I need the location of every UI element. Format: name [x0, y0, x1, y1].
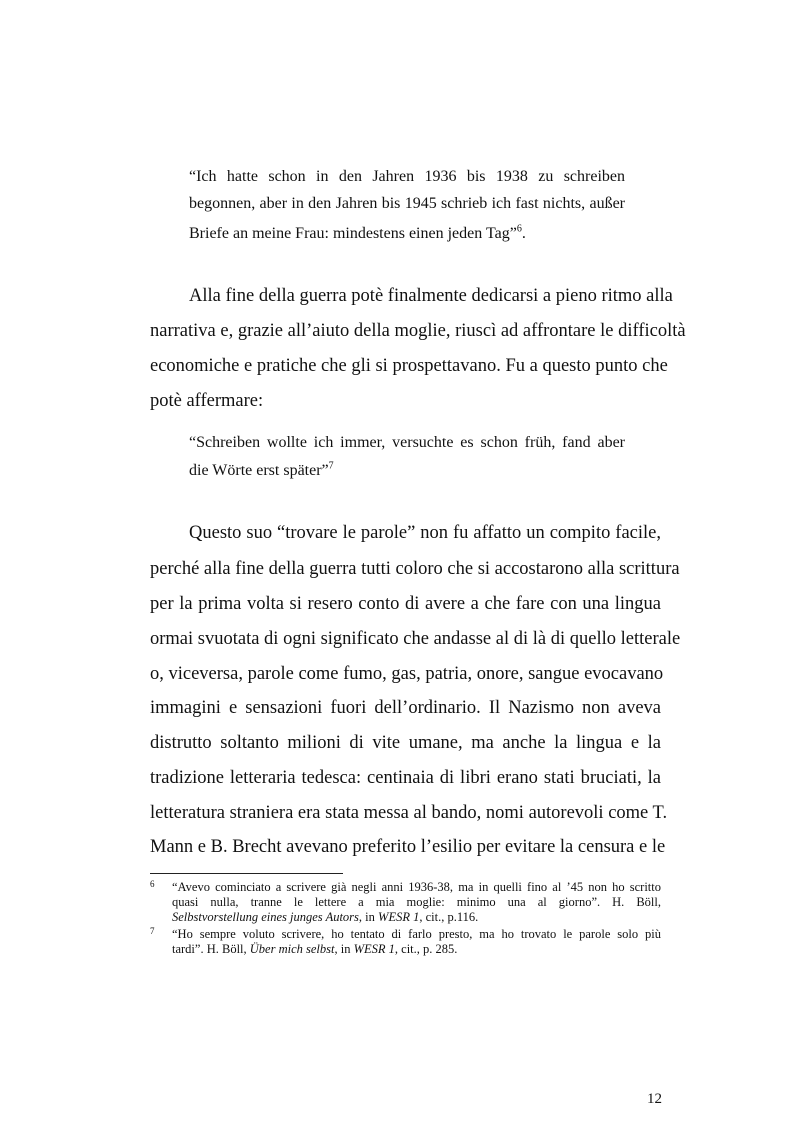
paragraph-line: Questo suo “trovare le parole” non fu affatto un compito facile,: [189, 523, 661, 543]
quote-line: begonnen, aber in den Jahren bis 1945 schrieb ich fast nichts, außer: [189, 195, 625, 212]
paragraph-line: tradizione letteraria tedesca: centinaia di libri erano stati bruciati, la: [150, 768, 661, 788]
quote-line: [189, 461, 625, 481]
paragraph-line: per la prima volta si resero conto di avere a che fare con una lingua: [150, 594, 661, 614]
footnote-line: [172, 910, 661, 925]
footnote-separator: [150, 873, 343, 874]
quote-end: .: [521, 225, 526, 242]
footnote-title: Selbstvorstellung eines junges Autors: [172, 910, 359, 924]
footnote-ref-7[interactable]: 7: [328, 460, 334, 472]
footnote-text: tardi”. H. Böll,: [172, 942, 250, 956]
footnote-number: 7: [150, 926, 155, 936]
quote-text: die Wörte erst später”: [189, 462, 329, 479]
paragraph-line: perché alla fine della guerra tutti coloro che si accostarono alla scrittura: [150, 559, 680, 579]
paragraph-line: o, viceversa, parole come fumo, gas, patria, onore, sangue evocavano: [150, 664, 664, 684]
footnote-abbrev: WESR 1: [353, 942, 395, 956]
paragraph-line: letteratura straniera era stata messa al bando, nomi autorevoli come T.: [150, 803, 668, 823]
paragraph-line: Alla fine della guerra potè finalmente dedicarsi a pieno ritmo alla: [189, 286, 673, 306]
footnote-line: “Avevo cominciato a scrivere già negli anni 1936-38, ma in quelli fino al ’45 non ho scritto: [172, 880, 661, 894]
footnote-line: “Ho sempre voluto scrivere, ho tentato di farlo presto, ma ho trovato le parole solo più: [172, 927, 661, 941]
quote-line: [189, 224, 625, 244]
paragraph-line: ormai svuotata di ogni significato che andasse al di là di quello letterale: [150, 629, 681, 649]
footnote-abbrev: WESR 1: [378, 910, 420, 924]
paragraph-line: immagini e sensazioni fuori dell’ordinario. Il Nazismo non aveva: [150, 698, 661, 718]
page-number: 12: [647, 1091, 662, 1107]
footnote-title: Über mich selbst: [249, 942, 335, 956]
footnote-number: 6: [150, 879, 155, 889]
footnote-ref-6[interactable]: 6: [516, 223, 522, 235]
quote-line: “Ich hatte schon in den Jahren 1936 bis 1938 zu schreiben: [189, 168, 625, 185]
paragraph-line: economiche e pratiche che gli si prospettavano. Fu a questo punto che: [150, 356, 668, 376]
footnote-text: , cit., p. 285.: [394, 942, 458, 956]
quote-text: Briefe an meine Frau: mindestens einen jeden Tag”: [189, 225, 517, 242]
footnote-text: , cit., p.116.: [419, 910, 479, 924]
paragraph-line: narrativa e, grazie all’aiuto della moglie, riuscì ad affrontare le difficoltà: [150, 321, 686, 341]
footnote-text: , in: [334, 942, 354, 956]
footnote-line: [172, 942, 661, 957]
paragraph-line: potè affermare:: [150, 391, 264, 411]
quote-line: “Schreiben wollte ich immer, versuchte es schon früh, fand aber: [189, 434, 625, 451]
paragraph-line: Mann e B. Brecht avevano preferito l’esilio per evitare la censura e le: [150, 837, 666, 857]
paragraph-line: distrutto soltanto milioni di vite umane, ma anche la lingua e la: [150, 733, 661, 753]
footnote-text: , in: [358, 910, 379, 924]
footnote-line: quasi nulla, tranne le lettere a mia moglie: minimo una al giorno”. H. Böll,: [172, 895, 661, 909]
